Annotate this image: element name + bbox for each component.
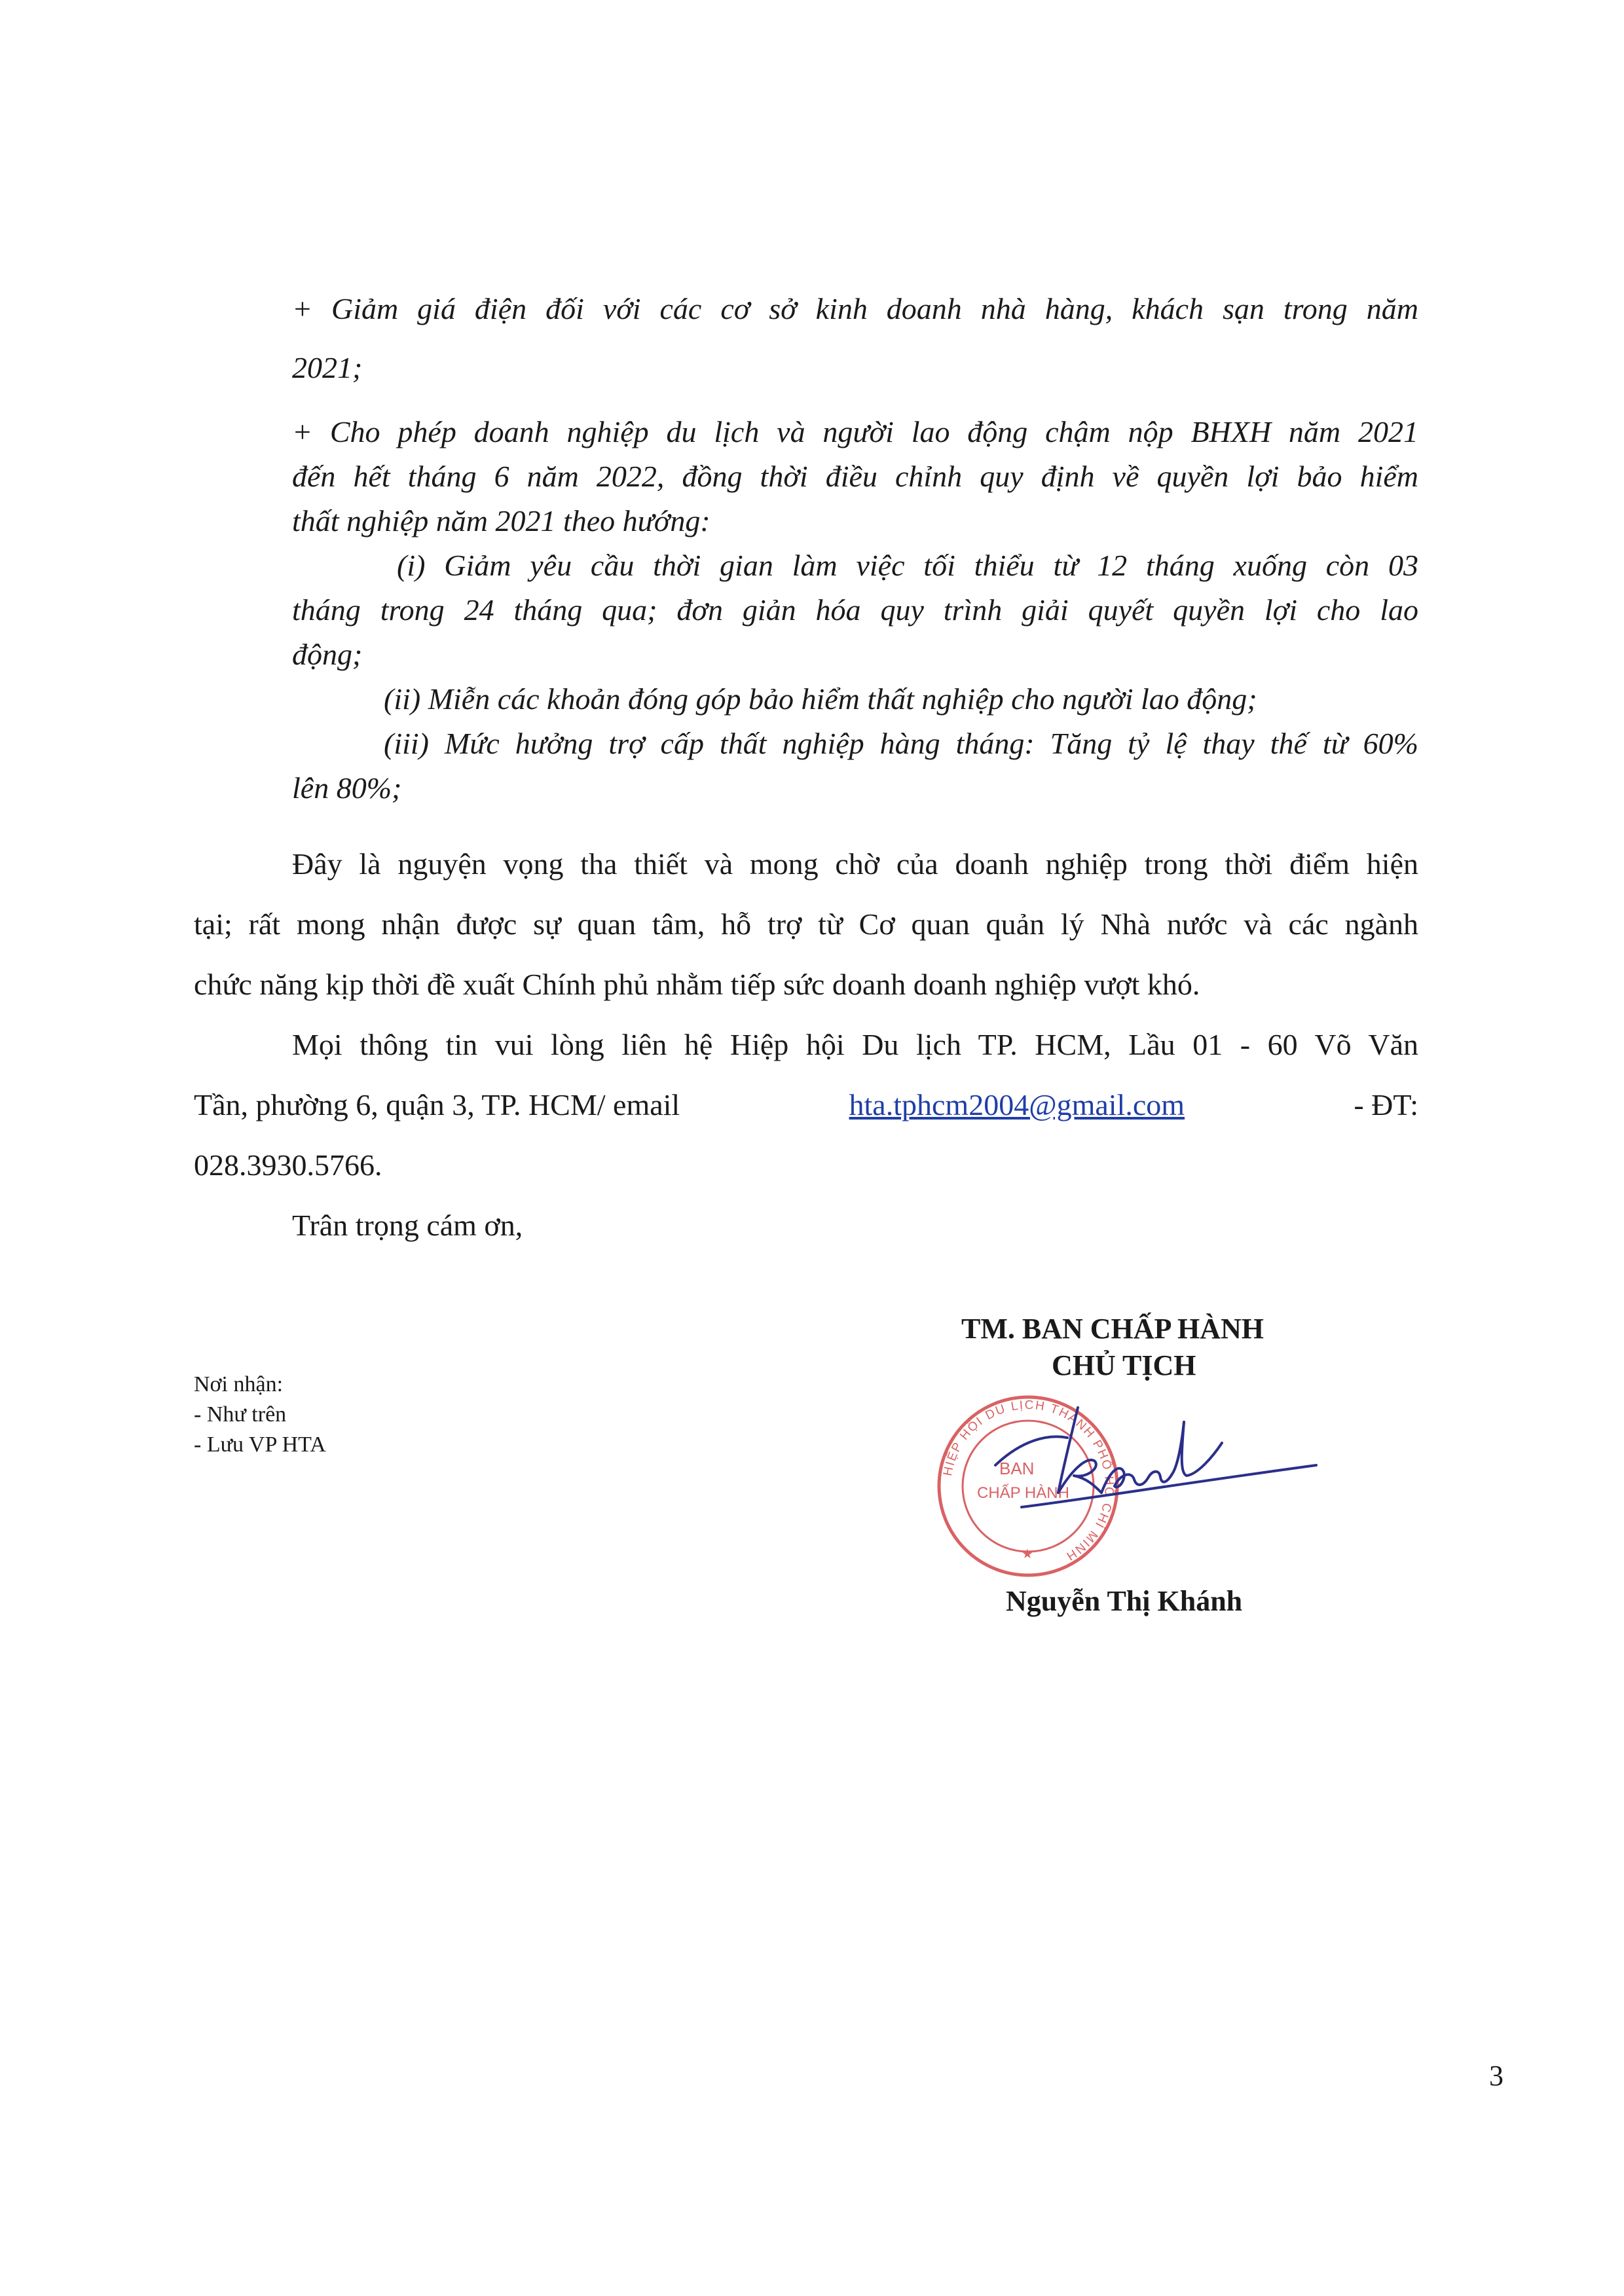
paragraph-2-line-1: Mọi thông tin vui lòng liên hệ Hiệp hội Du lịch TP. HCM, Lầu 01 - 60 Võ Văn — [292, 1028, 1418, 1061]
seal-ring-text: HIỆP HỘI DU LỊCH THÀNH PHỐ HỒ CHÍ MINH — [940, 1398, 1116, 1563]
closing-line: Trân trọng cám ơn, — [292, 1209, 523, 1242]
signature-title-line-2: CHỦ TỊCH — [1052, 1349, 1196, 1381]
item-2: (ii) Miễn các khoản đóng góp bảo hiểm thất nghiệp cho người lao động; — [384, 682, 1257, 716]
item-3-line-2: lên 80%; — [292, 771, 402, 805]
recipients-heading: Nơi nhận: — [194, 1372, 284, 1396]
item-3-line-1: (iii) Mức hưởng trợ cấp thất nghiệp hàng tháng: Tăng tỷ lệ thay thế từ 60% — [384, 727, 1418, 760]
bullet-2-line-3: thất nghiệp năm 2021 theo hướng: — [292, 504, 710, 538]
bullet-1-line-2: 2021; — [292, 351, 363, 384]
page-number: 3 — [1489, 2060, 1504, 2092]
recipient-item: - Lưu VP HTA — [194, 1432, 326, 1457]
bullet-1-line-1: + Giảm giá điện đối với các cơ sở kinh doanh nhà hàng, khách sạn trong năm — [292, 292, 1418, 325]
phone-label: - ĐT: — [1354, 1088, 1418, 1121]
item-1-line-3: động; — [292, 638, 363, 671]
seal-center-line-2: CHẤP HÀNH — [977, 1484, 1069, 1502]
seal-center-line-1: BAN — [999, 1459, 1035, 1478]
paragraph-1-line-2: tại; rất mong nhận được sự quan tâm, hỗ trợ từ Cơ quan quản lý Nhà nước và các ngành — [194, 907, 1418, 941]
seal-stamp — [939, 1397, 1117, 1575]
item-1-line-2: tháng trong 24 tháng qua; đơn giản hóa quy trình giải quyết quyền lợi cho lao — [292, 593, 1418, 627]
paragraph-1-line-3: chức năng kịp thời đề xuất Chính phủ nhằm tiếp sức doanh doanh nghiệp vượt khó. — [194, 968, 1200, 1001]
paragraph-2-text: Tần, phường 6, quận 3, TP. HCM/ email — [194, 1088, 680, 1121]
official-seal — [923, 1388, 1329, 1584]
paragraph-1-line-1: Đây là nguyện vọng tha thiết và mong chờ của doanh nghiệp trong thời điểm hiện — [292, 847, 1418, 881]
recipient-item: - Như trên — [194, 1402, 287, 1427]
paragraph-2-line-3: 028.3930.5766. — [194, 1148, 382, 1182]
item-1-line-1: (i) Giảm yêu cầu thời gian làm việc tối thiểu từ 12 tháng xuống còn 03 — [397, 549, 1418, 582]
seal-star-icon: ★ — [1022, 1546, 1033, 1561]
bullet-2-line-2: đến hết tháng 6 năm 2022, đồng thời điều chỉnh quy định về quyền lợi bảo hiểm — [292, 460, 1418, 493]
paragraph-2-line-2 — [194, 1087, 1418, 1123]
signature-title-line-1: TM. BAN CHẤP HÀNH — [961, 1313, 1264, 1345]
email-link[interactable]: hta.tphcm2004@gmail.com — [849, 1088, 1185, 1121]
bullet-2-line-1: + Cho phép doanh nghiệp du lịch và người lao động chậm nộp BHXH năm 2021 — [292, 415, 1418, 448]
signer-name: Nguyễn Thị Khánh — [1006, 1585, 1243, 1617]
